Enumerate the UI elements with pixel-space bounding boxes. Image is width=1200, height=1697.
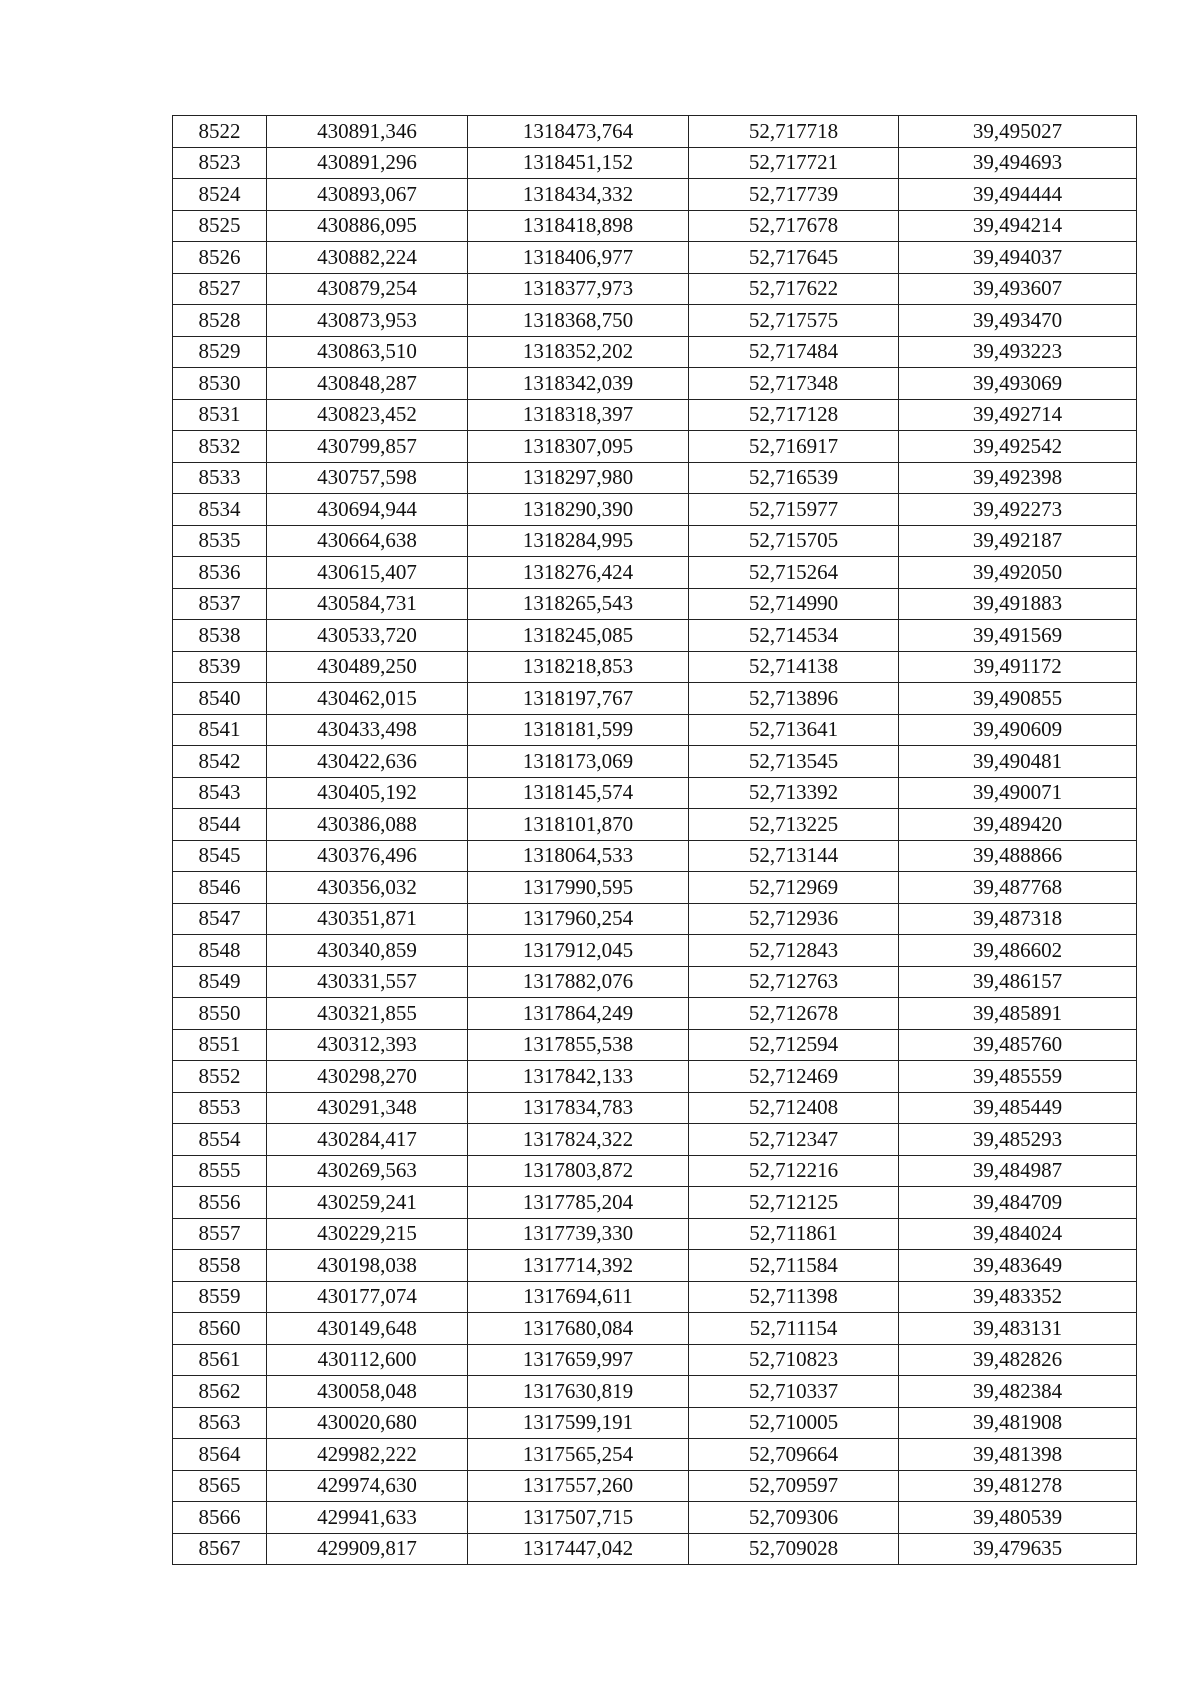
longitude-cell: 39,491883 — [899, 588, 1137, 620]
x-coordinate-cell: 430433,498 — [267, 714, 468, 746]
latitude-cell: 52,713545 — [689, 746, 899, 778]
y-coordinate-cell: 1318181,599 — [468, 714, 689, 746]
table-row — [173, 1250, 1137, 1282]
point-number-cell: 8525 — [173, 210, 267, 242]
longitude-cell: 39,482826 — [899, 1344, 1137, 1376]
point-number-cell: 8529 — [173, 336, 267, 368]
x-coordinate-cell: 430312,393 — [267, 1029, 468, 1061]
latitude-cell: 52,714534 — [689, 620, 899, 652]
longitude-cell: 39,485559 — [899, 1061, 1137, 1093]
point-number-cell: 8565 — [173, 1470, 267, 1502]
table-row — [173, 210, 1137, 242]
y-coordinate-cell: 1317630,819 — [468, 1376, 689, 1408]
y-coordinate-cell: 1318173,069 — [468, 746, 689, 778]
point-number-cell: 8547 — [173, 903, 267, 935]
point-number-cell: 8555 — [173, 1155, 267, 1187]
longitude-cell: 39,485760 — [899, 1029, 1137, 1061]
point-number-cell: 8567 — [173, 1533, 267, 1565]
table-row — [173, 305, 1137, 337]
point-number-cell: 8537 — [173, 588, 267, 620]
point-number-cell: 8526 — [173, 242, 267, 274]
longitude-cell: 39,485293 — [899, 1124, 1137, 1156]
latitude-cell: 52,712408 — [689, 1092, 899, 1124]
point-number-cell: 8551 — [173, 1029, 267, 1061]
y-coordinate-cell: 1318434,332 — [468, 179, 689, 211]
latitude-cell: 52,717718 — [689, 116, 899, 148]
x-coordinate-cell: 430259,241 — [267, 1187, 468, 1219]
y-coordinate-cell: 1317824,322 — [468, 1124, 689, 1156]
y-coordinate-cell: 1318297,980 — [468, 462, 689, 494]
table-row — [173, 557, 1137, 589]
longitude-cell: 39,492542 — [899, 431, 1137, 463]
table-row — [173, 494, 1137, 526]
point-number-cell: 8528 — [173, 305, 267, 337]
y-coordinate-cell: 1317990,595 — [468, 872, 689, 904]
x-coordinate-cell: 430331,557 — [267, 966, 468, 998]
x-coordinate-cell: 430873,953 — [267, 305, 468, 337]
table-row — [173, 368, 1137, 400]
table-row — [173, 809, 1137, 841]
y-coordinate-cell: 1318451,152 — [468, 147, 689, 179]
point-number-cell: 8559 — [173, 1281, 267, 1313]
y-coordinate-cell: 1318290,390 — [468, 494, 689, 526]
latitude-cell: 52,709597 — [689, 1470, 899, 1502]
latitude-cell: 52,709306 — [689, 1502, 899, 1534]
longitude-cell: 39,481398 — [899, 1439, 1137, 1471]
latitude-cell: 52,711154 — [689, 1313, 899, 1345]
longitude-cell: 39,490481 — [899, 746, 1137, 778]
longitude-cell: 39,484024 — [899, 1218, 1137, 1250]
y-coordinate-cell: 1318352,202 — [468, 336, 689, 368]
point-number-cell: 8534 — [173, 494, 267, 526]
point-number-cell: 8533 — [173, 462, 267, 494]
y-coordinate-cell: 1317565,254 — [468, 1439, 689, 1471]
point-number-cell: 8544 — [173, 809, 267, 841]
latitude-cell: 52,710005 — [689, 1407, 899, 1439]
point-number-cell: 8557 — [173, 1218, 267, 1250]
y-coordinate-cell: 1318406,977 — [468, 242, 689, 274]
longitude-cell: 39,484987 — [899, 1155, 1137, 1187]
y-coordinate-cell: 1318245,085 — [468, 620, 689, 652]
longitude-cell: 39,493069 — [899, 368, 1137, 400]
longitude-cell: 39,491172 — [899, 651, 1137, 683]
longitude-cell: 39,479635 — [899, 1533, 1137, 1565]
x-coordinate-cell: 430891,346 — [267, 116, 468, 148]
point-number-cell: 8549 — [173, 966, 267, 998]
x-coordinate-cell: 430893,067 — [267, 179, 468, 211]
y-coordinate-cell: 1318064,533 — [468, 840, 689, 872]
latitude-cell: 52,712763 — [689, 966, 899, 998]
longitude-cell: 39,493607 — [899, 273, 1137, 305]
longitude-cell: 39,486157 — [899, 966, 1137, 998]
y-coordinate-cell: 1318307,095 — [468, 431, 689, 463]
x-coordinate-cell: 430229,215 — [267, 1218, 468, 1250]
latitude-cell: 52,717484 — [689, 336, 899, 368]
x-coordinate-cell: 430848,287 — [267, 368, 468, 400]
table-row — [173, 746, 1137, 778]
latitude-cell: 52,713641 — [689, 714, 899, 746]
latitude-cell: 52,710337 — [689, 1376, 899, 1408]
table-row — [173, 525, 1137, 557]
longitude-cell: 39,484709 — [899, 1187, 1137, 1219]
x-coordinate-cell: 430269,563 — [267, 1155, 468, 1187]
y-coordinate-cell: 1318418,898 — [468, 210, 689, 242]
table-row — [173, 1061, 1137, 1093]
x-coordinate-cell: 430351,871 — [267, 903, 468, 935]
y-coordinate-cell: 1317680,084 — [468, 1313, 689, 1345]
coordinates-table — [172, 115, 1137, 1565]
x-coordinate-cell: 430882,224 — [267, 242, 468, 274]
x-coordinate-cell: 430356,032 — [267, 872, 468, 904]
y-coordinate-cell: 1317659,997 — [468, 1344, 689, 1376]
longitude-cell: 39,490609 — [899, 714, 1137, 746]
x-coordinate-cell: 430321,855 — [267, 998, 468, 1030]
y-coordinate-cell: 1317599,191 — [468, 1407, 689, 1439]
table-row — [173, 1470, 1137, 1502]
x-coordinate-cell: 430376,496 — [267, 840, 468, 872]
point-number-cell: 8552 — [173, 1061, 267, 1093]
point-number-cell: 8563 — [173, 1407, 267, 1439]
x-coordinate-cell: 430615,407 — [267, 557, 468, 589]
x-coordinate-cell: 430886,095 — [267, 210, 468, 242]
x-coordinate-cell: 430533,720 — [267, 620, 468, 652]
table-row — [173, 1344, 1137, 1376]
latitude-cell: 52,712469 — [689, 1061, 899, 1093]
point-number-cell: 8535 — [173, 525, 267, 557]
longitude-cell: 39,492187 — [899, 525, 1137, 557]
longitude-cell: 39,482384 — [899, 1376, 1137, 1408]
longitude-cell: 39,494214 — [899, 210, 1137, 242]
table-row — [173, 1376, 1137, 1408]
latitude-cell: 52,717739 — [689, 179, 899, 211]
x-coordinate-cell: 430020,680 — [267, 1407, 468, 1439]
point-number-cell: 8522 — [173, 116, 267, 148]
y-coordinate-cell: 1318342,039 — [468, 368, 689, 400]
x-coordinate-cell: 430405,192 — [267, 777, 468, 809]
table-row — [173, 242, 1137, 274]
latitude-cell: 52,717721 — [689, 147, 899, 179]
y-coordinate-cell: 1317912,045 — [468, 935, 689, 967]
x-coordinate-cell: 430058,048 — [267, 1376, 468, 1408]
longitude-cell: 39,494037 — [899, 242, 1137, 274]
longitude-cell: 39,487318 — [899, 903, 1137, 935]
table-row — [173, 1533, 1137, 1565]
x-coordinate-cell: 430177,074 — [267, 1281, 468, 1313]
y-coordinate-cell: 1318197,767 — [468, 683, 689, 715]
table-row — [173, 336, 1137, 368]
latitude-cell: 52,715977 — [689, 494, 899, 526]
x-coordinate-cell: 430694,944 — [267, 494, 468, 526]
longitude-cell: 39,486602 — [899, 935, 1137, 967]
table-row — [173, 1407, 1137, 1439]
latitude-cell: 52,713144 — [689, 840, 899, 872]
x-coordinate-cell: 429974,630 — [267, 1470, 468, 1502]
longitude-cell: 39,493470 — [899, 305, 1137, 337]
table-row — [173, 1124, 1137, 1156]
longitude-cell: 39,487768 — [899, 872, 1137, 904]
y-coordinate-cell: 1318276,424 — [468, 557, 689, 589]
x-coordinate-cell: 430584,731 — [267, 588, 468, 620]
table-row — [173, 1439, 1137, 1471]
x-coordinate-cell: 430284,417 — [267, 1124, 468, 1156]
latitude-cell: 52,714990 — [689, 588, 899, 620]
latitude-cell: 52,715264 — [689, 557, 899, 589]
longitude-cell: 39,494693 — [899, 147, 1137, 179]
latitude-cell: 52,712936 — [689, 903, 899, 935]
x-coordinate-cell: 430340,859 — [267, 935, 468, 967]
point-number-cell: 8566 — [173, 1502, 267, 1534]
longitude-cell: 39,490855 — [899, 683, 1137, 715]
longitude-cell: 39,483649 — [899, 1250, 1137, 1282]
point-number-cell: 8523 — [173, 147, 267, 179]
point-number-cell: 8560 — [173, 1313, 267, 1345]
table-row — [173, 399, 1137, 431]
latitude-cell: 52,712843 — [689, 935, 899, 967]
longitude-cell: 39,489420 — [899, 809, 1137, 841]
table-row — [173, 620, 1137, 652]
table-row — [173, 966, 1137, 998]
longitude-cell: 39,490071 — [899, 777, 1137, 809]
point-number-cell: 8561 — [173, 1344, 267, 1376]
y-coordinate-cell: 1317864,249 — [468, 998, 689, 1030]
table-row — [173, 1218, 1137, 1250]
point-number-cell: 8542 — [173, 746, 267, 778]
longitude-cell: 39,488866 — [899, 840, 1137, 872]
point-number-cell: 8531 — [173, 399, 267, 431]
y-coordinate-cell: 1318284,995 — [468, 525, 689, 557]
table-row — [173, 683, 1137, 715]
latitude-cell: 52,709028 — [689, 1533, 899, 1565]
table-row — [173, 840, 1137, 872]
latitude-cell: 52,717645 — [689, 242, 899, 274]
latitude-cell: 52,715705 — [689, 525, 899, 557]
longitude-cell: 39,483131 — [899, 1313, 1137, 1345]
x-coordinate-cell: 430489,250 — [267, 651, 468, 683]
point-number-cell: 8562 — [173, 1376, 267, 1408]
y-coordinate-cell: 1317882,076 — [468, 966, 689, 998]
table-row — [173, 1313, 1137, 1345]
y-coordinate-cell: 1318318,397 — [468, 399, 689, 431]
y-coordinate-cell: 1317842,133 — [468, 1061, 689, 1093]
table-row — [173, 116, 1137, 148]
point-number-cell: 8538 — [173, 620, 267, 652]
point-number-cell: 8564 — [173, 1439, 267, 1471]
y-coordinate-cell: 1317834,783 — [468, 1092, 689, 1124]
longitude-cell: 39,481278 — [899, 1470, 1137, 1502]
point-number-cell: 8554 — [173, 1124, 267, 1156]
latitude-cell: 52,717348 — [689, 368, 899, 400]
table-row — [173, 588, 1137, 620]
point-number-cell: 8541 — [173, 714, 267, 746]
y-coordinate-cell: 1318265,543 — [468, 588, 689, 620]
longitude-cell: 39,483352 — [899, 1281, 1137, 1313]
point-number-cell: 8536 — [173, 557, 267, 589]
x-coordinate-cell: 430879,254 — [267, 273, 468, 305]
longitude-cell: 39,480539 — [899, 1502, 1137, 1534]
y-coordinate-cell: 1318101,870 — [468, 809, 689, 841]
x-coordinate-cell: 429982,222 — [267, 1439, 468, 1471]
x-coordinate-cell: 430198,038 — [267, 1250, 468, 1282]
table-row — [173, 1092, 1137, 1124]
y-coordinate-cell: 1318368,750 — [468, 305, 689, 337]
point-number-cell: 8546 — [173, 872, 267, 904]
x-coordinate-cell: 430462,015 — [267, 683, 468, 715]
table-row — [173, 273, 1137, 305]
y-coordinate-cell: 1317785,204 — [468, 1187, 689, 1219]
longitude-cell: 39,491569 — [899, 620, 1137, 652]
x-coordinate-cell: 430298,270 — [267, 1061, 468, 1093]
latitude-cell: 52,711584 — [689, 1250, 899, 1282]
latitude-cell: 52,711398 — [689, 1281, 899, 1313]
latitude-cell: 52,713392 — [689, 777, 899, 809]
point-number-cell: 8527 — [173, 273, 267, 305]
x-coordinate-cell: 430757,598 — [267, 462, 468, 494]
y-coordinate-cell: 1318377,973 — [468, 273, 689, 305]
y-coordinate-cell: 1317714,392 — [468, 1250, 689, 1282]
x-coordinate-cell: 430422,636 — [267, 746, 468, 778]
longitude-cell: 39,485449 — [899, 1092, 1137, 1124]
latitude-cell: 52,717575 — [689, 305, 899, 337]
y-coordinate-cell: 1317507,715 — [468, 1502, 689, 1534]
point-number-cell: 8550 — [173, 998, 267, 1030]
longitude-cell: 39,492273 — [899, 494, 1137, 526]
point-number-cell: 8530 — [173, 368, 267, 400]
latitude-cell: 52,712125 — [689, 1187, 899, 1219]
latitude-cell: 52,711861 — [689, 1218, 899, 1250]
table-row — [173, 935, 1137, 967]
latitude-cell: 52,717128 — [689, 399, 899, 431]
table-row — [173, 1029, 1137, 1061]
x-coordinate-cell: 430823,452 — [267, 399, 468, 431]
coordinates-table-body — [173, 116, 1137, 1565]
latitude-cell: 52,712969 — [689, 872, 899, 904]
y-coordinate-cell: 1317803,872 — [468, 1155, 689, 1187]
longitude-cell: 39,493223 — [899, 336, 1137, 368]
latitude-cell: 52,717678 — [689, 210, 899, 242]
y-coordinate-cell: 1317739,330 — [468, 1218, 689, 1250]
point-number-cell: 8558 — [173, 1250, 267, 1282]
longitude-cell: 39,492050 — [899, 557, 1137, 589]
table-row — [173, 1187, 1137, 1219]
x-coordinate-cell: 430291,348 — [267, 1092, 468, 1124]
latitude-cell: 52,710823 — [689, 1344, 899, 1376]
latitude-cell: 52,709664 — [689, 1439, 899, 1471]
table-row — [173, 714, 1137, 746]
y-coordinate-cell: 1317557,260 — [468, 1470, 689, 1502]
y-coordinate-cell: 1318473,764 — [468, 116, 689, 148]
y-coordinate-cell: 1317855,538 — [468, 1029, 689, 1061]
table-row — [173, 431, 1137, 463]
point-number-cell: 8524 — [173, 179, 267, 211]
point-number-cell: 8556 — [173, 1187, 267, 1219]
latitude-cell: 52,712678 — [689, 998, 899, 1030]
table-row — [173, 1502, 1137, 1534]
table-row — [173, 998, 1137, 1030]
latitude-cell: 52,712594 — [689, 1029, 899, 1061]
point-number-cell: 8543 — [173, 777, 267, 809]
latitude-cell: 52,713225 — [689, 809, 899, 841]
x-coordinate-cell: 430664,638 — [267, 525, 468, 557]
longitude-cell: 39,492714 — [899, 399, 1137, 431]
table-row — [173, 1281, 1137, 1313]
x-coordinate-cell: 430112,600 — [267, 1344, 468, 1376]
table-row — [173, 903, 1137, 935]
longitude-cell: 39,485891 — [899, 998, 1137, 1030]
longitude-cell: 39,481908 — [899, 1407, 1137, 1439]
table-row — [173, 872, 1137, 904]
point-number-cell: 8545 — [173, 840, 267, 872]
latitude-cell: 52,714138 — [689, 651, 899, 683]
point-number-cell: 8553 — [173, 1092, 267, 1124]
latitude-cell: 52,712347 — [689, 1124, 899, 1156]
table-row — [173, 179, 1137, 211]
point-number-cell: 8540 — [173, 683, 267, 715]
point-number-cell: 8548 — [173, 935, 267, 967]
table-row — [173, 651, 1137, 683]
longitude-cell: 39,494444 — [899, 179, 1137, 211]
latitude-cell: 52,716539 — [689, 462, 899, 494]
point-number-cell: 8532 — [173, 431, 267, 463]
table-row — [173, 777, 1137, 809]
table-row — [173, 1155, 1137, 1187]
latitude-cell: 52,717622 — [689, 273, 899, 305]
x-coordinate-cell: 429941,633 — [267, 1502, 468, 1534]
longitude-cell: 39,492398 — [899, 462, 1137, 494]
latitude-cell: 52,716917 — [689, 431, 899, 463]
latitude-cell: 52,713896 — [689, 683, 899, 715]
table-row — [173, 147, 1137, 179]
x-coordinate-cell: 430891,296 — [267, 147, 468, 179]
y-coordinate-cell: 1318218,853 — [468, 651, 689, 683]
x-coordinate-cell: 430386,088 — [267, 809, 468, 841]
y-coordinate-cell: 1317960,254 — [468, 903, 689, 935]
x-coordinate-cell: 430863,510 — [267, 336, 468, 368]
table-row — [173, 462, 1137, 494]
latitude-cell: 52,712216 — [689, 1155, 899, 1187]
y-coordinate-cell: 1317694,611 — [468, 1281, 689, 1313]
x-coordinate-cell: 430149,648 — [267, 1313, 468, 1345]
point-number-cell: 8539 — [173, 651, 267, 683]
longitude-cell: 39,495027 — [899, 116, 1137, 148]
y-coordinate-cell: 1318145,574 — [468, 777, 689, 809]
x-coordinate-cell: 430799,857 — [267, 431, 468, 463]
y-coordinate-cell: 1317447,042 — [468, 1533, 689, 1565]
x-coordinate-cell: 429909,817 — [267, 1533, 468, 1565]
